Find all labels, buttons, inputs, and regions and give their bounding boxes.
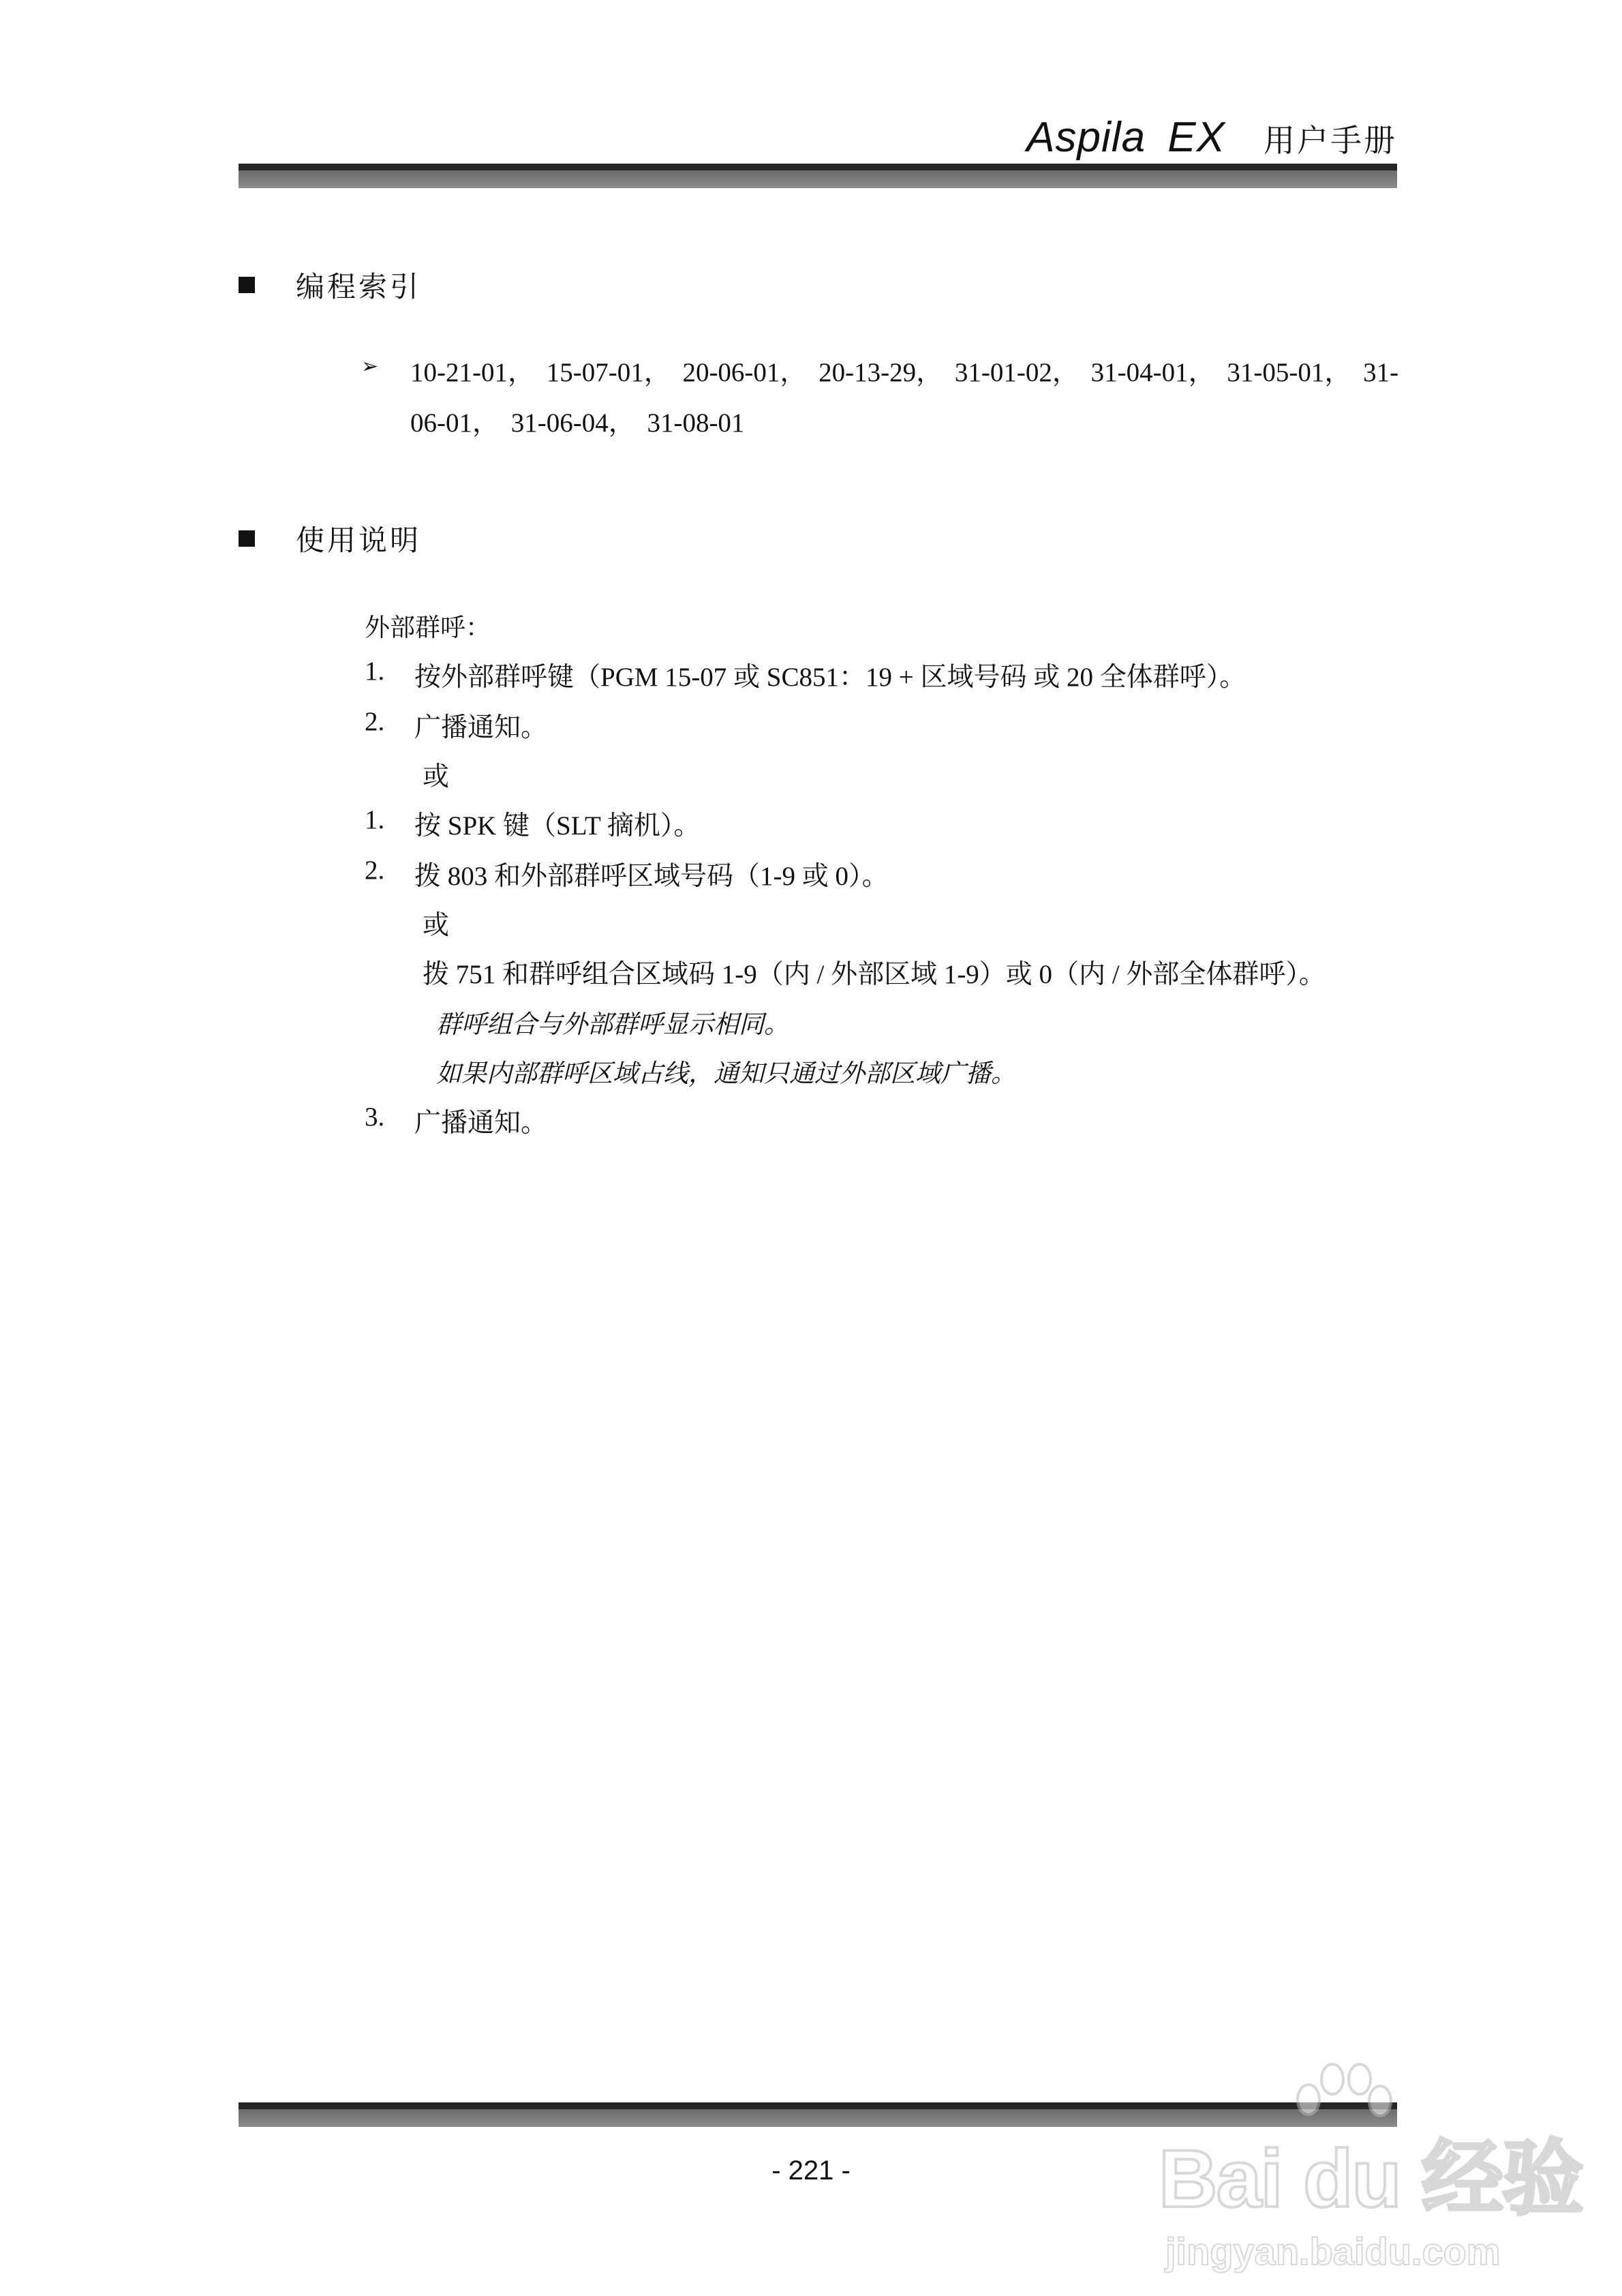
step-number: 3. [365,1102,385,1132]
section-heading-index [239,265,421,305]
usage-subtitle: 外部群呼： [365,613,491,642]
step-text: 按外部群呼键（PGM 15-07 或 SC851：19 + 区域号码 或 20 全体群呼）。 [414,663,1246,692]
section-title: 编程索引 [296,270,422,303]
section-heading-usage [239,518,421,559]
product-name: Aspila EX [1026,114,1225,161]
page-header [1026,113,1397,162]
step-text: 广播通知。 [414,1108,548,1138]
or-text: 或 [423,762,450,791]
watermark-logo: Bai du 经验 [1159,2133,1583,2224]
square-bullet-icon [239,277,255,293]
note-text: 如果内部群呼区域占线，通知只通过外部区域广播。 [436,1059,1016,1088]
step-number: 2. [365,856,385,885]
program-index-list [361,348,1404,449]
step-text: 广播通知。 [414,713,548,742]
baidu-watermark [1145,2059,1583,2284]
step-number: 1. [365,656,385,686]
or-text: 或 [423,911,450,940]
section-title: 使用说明 [296,524,422,557]
header-rule [239,164,1397,188]
square-bullet-icon [239,530,255,547]
step-number: 1. [365,805,385,834]
step-number: 2. [365,707,385,736]
page-number: - 221 - [771,2156,851,2186]
note-text: 群呼组合与外部群呼显示相同。 [436,1010,789,1039]
step-text: 拨 751 和群呼组合区域码 1-9（内 / 外部区域 1-9）或 0（内 / 外部全体群呼）。 [423,960,1326,989]
arrow-bullet-icon: ➢ [361,354,379,378]
step-text: 按 SPK 键（SLT 摘机）。 [414,811,701,841]
step-text: 拨 803 和外部群呼区域号码（1-9 或 0）。 [414,862,889,891]
manual-title: 用户手册 [1264,122,1397,159]
watermark-url: jingyan.baidu.com [1165,2230,1501,2273]
program-codes: 10-21-01， 15-07-01， 20-06-01， 20-13-29， 31-01-02， 31-04-01， 31-05-01， 31-06-01， 31-06-04， 31-08-01 [410,358,1399,438]
